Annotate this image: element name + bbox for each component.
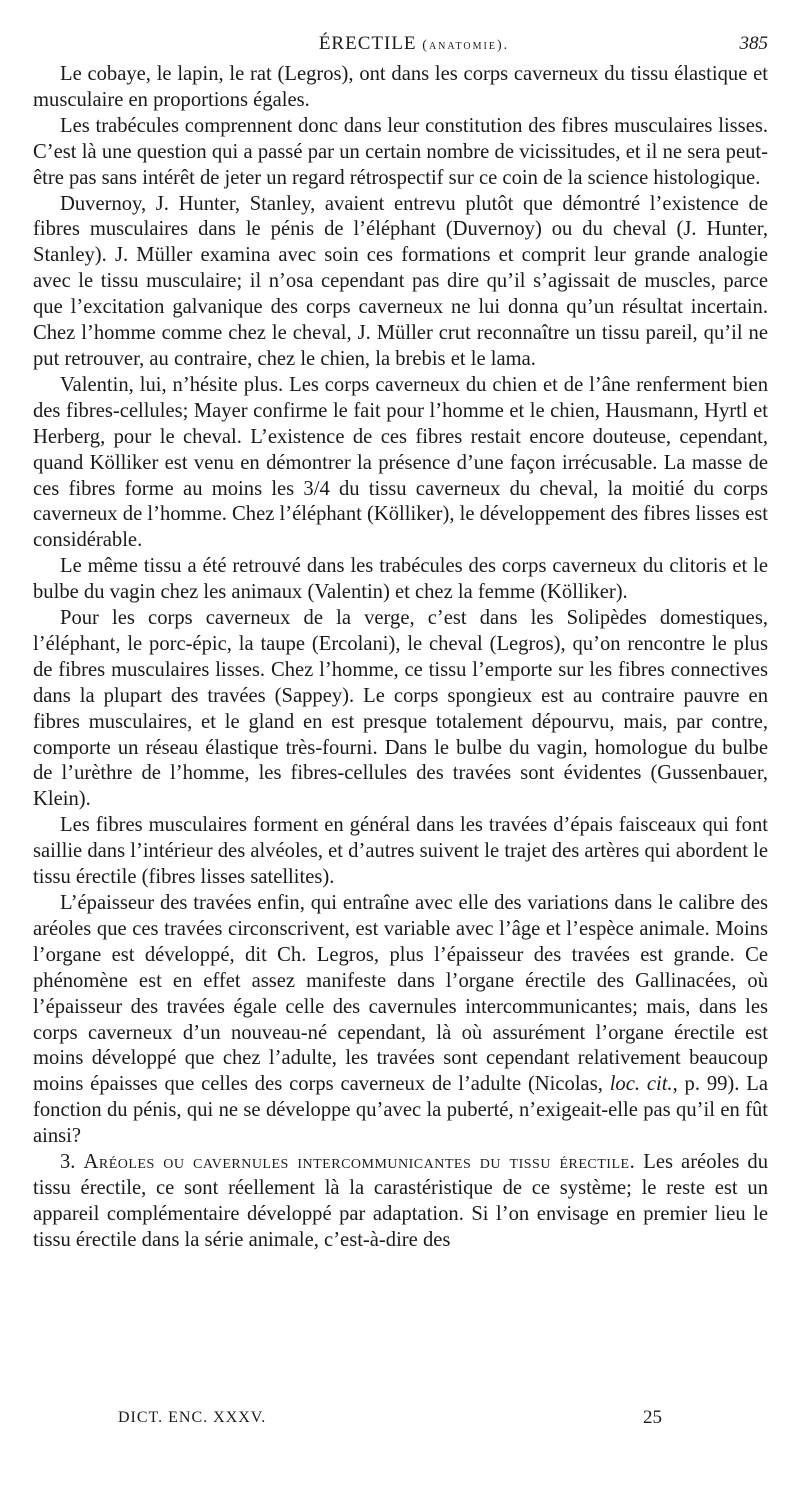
citation-italic: loc. cit. (609, 1073, 673, 1096)
section-text: Les aréoles du tissu érectile, ce sont réellement là la carastéristique de ce système; le reste est un appareil complémentaire développé par adaptation. Si l’on envisage en premier lieu le tissu érectile dans la série animale, c’est-à-dire des (33, 1151, 768, 1251)
section-paragraph (33, 1150, 768, 1254)
signature-mark: DICT. ENC. XXXV. (118, 1409, 267, 1426)
section-heading: Aréoles ou cavernules intercommunicantes du tissu érectile. (83, 1151, 636, 1174)
section-number: 3. (60, 1151, 76, 1174)
running-title-main: ÉRECTILE (318, 33, 417, 54)
paragraph: Les trabécules comprennent donc dans leur constitution des fibres musculaires lisses. C’est là une question qui a passé par un certain nombre de vicissitudes, et il ne sera peut-être pas sans intérêt de jeter un regard rétrospectif sur ce coin de la science histologique. (33, 114, 768, 189)
paragraph-text: L’épaisseur des travées enfin, qui entraîne avec elle des variations dans le calibre des aréoles que ces travées circonscrivent, est variable avec l’âge et l’espèce animale. Moins l’organe est développé, dit Ch. Legros, plus l’épaisseur des travées est grande. Ce phénomène est en effet assez manifeste dans l’organe érectile des Gallinacées, où l’épaisseur des travées égale celle des cavernules intercommunicantes; mais, dans les corps caverneux d’un nouveau-né cependant, là où assurément l’organe érectile est moins développé que chez l’adulte, les travées sont cependant relativement beaucoup moins épaisses que celles des corps caverneux de l’adulte (Nicolas, (33, 892, 768, 1096)
paragraph (33, 891, 768, 1150)
body-text (33, 62, 768, 1254)
paragraph: Valentin, lui, n’hésite plus. Les corps caverneux du chien et de l’âne renferment bien des fibres-cellules; Mayer confirme le fait pour l’homme et le chien, Hausmann, Hyrtl et Herberg, pour le cheval. L’existence de ces fibres restait encore douteuse, cependant, quand Kölliker est venu en démontrer la présence d’une façon irrécusable. La masse de ces fibres forme au moins les 3/4 du tissu caverneux du cheval, la moitié du corps caverneux de l’homme. Chez l’éléphant (Kölliker), le développement des fibres lisses est considérable. (33, 373, 768, 552)
paragraph: Les fibres musculaires forment en général dans les travées d’épais faisceaux qui font saillie dans l’intérieur des alvéoles, et d’autres suivent le trajet des artères qui abordent le tissu érectile (fibres lisses satellites). (33, 814, 768, 889)
running-head (60, 33, 768, 59)
running-title-sub: (anatomie). (422, 38, 510, 53)
page-number: 385 (739, 33, 768, 54)
page-footer (118, 1409, 688, 1431)
sheet-number: 25 (643, 1407, 662, 1428)
paragraph: Duvernoy, J. Hunter, Stanley, avaient entrevu plutôt que démontré l’existence de fibres musculaires dans le pénis de l’éléphant (Duvernoy) ou du cheval (J. Hunter, Stanley). J. Müller examina avec soin ces formations et comprit leur grande analogie avec le tissu musculaire; il n’osa cependant pas dire qu’il s’agissait de muscles, parce que l’excitation galvanique des corps caverneux ne lui donna qu’un résultat incertain. Chez l’homme comme chez le cheval, J. Müller crut reconnaître un tissu pareil, qu’il ne put retrouver, au contraire, chez le chien, la brebis et le lama. (33, 192, 768, 370)
paragraph: Pour les corps caverneux de la verge, c’est dans les Solipèdes domestiques, l’éléphant, le porc-épic, la taupe (Ercolani), le cheval (Legros), qu’on rencontre le plus de fibres musculaires lisses. Chez l’homme, ce tissu l’emporte sur les fibres connectives dans la plupart des travées (Sappey). Le corps spongieux est au contraire pauvre en fibres musculaires, et le gland en est presque totalement dépourvu, mais, par contre, comporte un réseau élastique très-fourni. Dans le bulbe du vagin, homologue du bulbe de l’urèthre de l’homme, les fibres-cellules des travées sont évidentes (Gussenbauer, Klein). (33, 607, 768, 811)
paragraph: Le même tissu a été retrouvé dans les trabécules des corps caverneux du clitoris et le bulbe du vagin chez les animaux (Valentin) et chez la femme (Kölliker). (33, 555, 768, 604)
paragraph: Le cobaye, le lapin, le rat (Legros), ont dans les corps caverneux du tissu élastique et musculaire en proportions égales. (33, 63, 768, 111)
running-title (60, 33, 768, 55)
paragraph-tail: , p. 99). La fonction du pénis, qui ne se développe qu’avec la puberté, n’exigeait-elle pas qu’il en fût ainsi? (33, 1073, 768, 1148)
